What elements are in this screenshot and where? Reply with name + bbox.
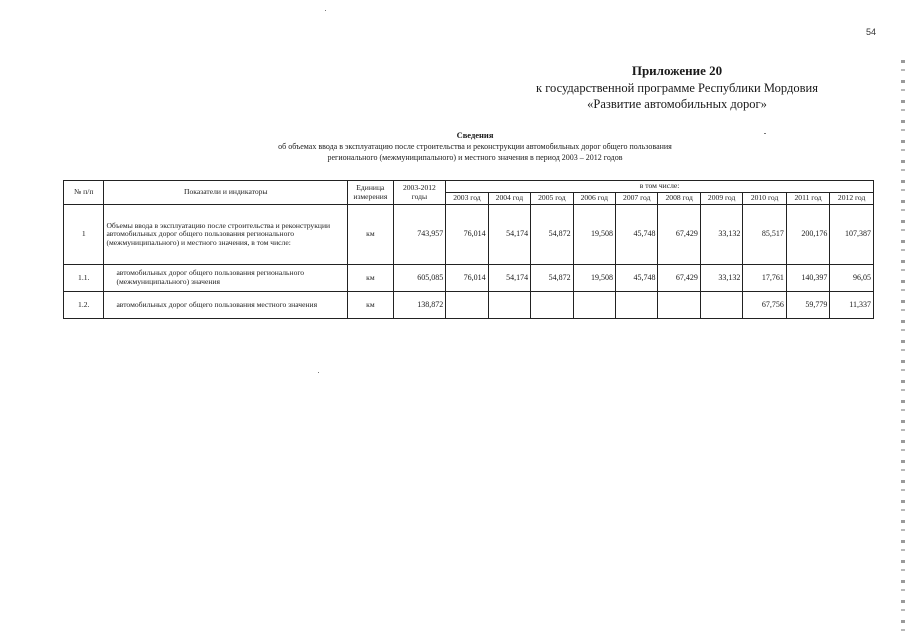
row-unit: км bbox=[348, 265, 394, 292]
row-value: 76,014 bbox=[446, 205, 488, 265]
header-year: 2012 год bbox=[830, 193, 874, 205]
row-value: 67,756 bbox=[743, 292, 786, 319]
header-year: 2009 год bbox=[700, 193, 742, 205]
row-value: 45,748 bbox=[616, 205, 658, 265]
row-num: 1.1. bbox=[64, 265, 104, 292]
row-value: 33,132 bbox=[700, 265, 742, 292]
row-value bbox=[573, 292, 615, 319]
header-year: 2006 год bbox=[573, 193, 615, 205]
row-total: 605,085 bbox=[393, 265, 446, 292]
appendix-line-1: к государственной программе Республики Мордовия bbox=[536, 81, 818, 95]
table-row bbox=[64, 292, 874, 319]
header-total: 2003-2012 годы bbox=[393, 181, 446, 205]
scan-speck bbox=[764, 133, 766, 134]
header-year: 2008 год bbox=[658, 193, 700, 205]
row-value: 54,174 bbox=[488, 265, 530, 292]
row-value: 19,508 bbox=[573, 205, 615, 265]
header-num: № п/п bbox=[64, 181, 104, 205]
header-year: 2007 год bbox=[616, 193, 658, 205]
header-including: в том числе: bbox=[446, 181, 874, 193]
row-total: 138,872 bbox=[393, 292, 446, 319]
header-year: 2004 год bbox=[488, 193, 530, 205]
row-value: 45,748 bbox=[616, 265, 658, 292]
appendix-title: Приложение 20 bbox=[631, 63, 723, 78]
row-value: 107,387 bbox=[830, 205, 874, 265]
appendix-block bbox=[507, 62, 847, 112]
heading-line-2: регионального (межмуниципального) и местного значения в период 2003 – 2012 годов bbox=[327, 153, 623, 162]
row-value: 96,05 bbox=[830, 265, 874, 292]
row-value: 76,014 bbox=[446, 265, 488, 292]
row-indicator: Объемы ввода в эксплуатацию после строительства и реконструкции автомобильных дорог общего пользования регионального (межмуниципального) и местного значения, в том числе: bbox=[104, 205, 348, 265]
appendix-line-2: «Развитие автомобильных дорог» bbox=[587, 97, 767, 111]
scan-speck bbox=[325, 10, 326, 11]
data-table bbox=[63, 180, 874, 319]
row-value: 67,429 bbox=[658, 205, 700, 265]
heading-title: Сведения bbox=[456, 130, 494, 140]
scan-speck bbox=[318, 372, 319, 373]
row-value: 59,779 bbox=[786, 292, 829, 319]
row-value: 54,174 bbox=[488, 205, 530, 265]
row-value: 54,872 bbox=[531, 205, 573, 265]
header-year: 2011 год bbox=[786, 193, 829, 205]
row-value: 140,397 bbox=[786, 265, 829, 292]
row-num: 1 bbox=[64, 205, 104, 265]
row-value bbox=[616, 292, 658, 319]
row-indicator: автомобильных дорог общего пользования регионального (межмуниципального) значения bbox=[104, 265, 348, 292]
row-value bbox=[658, 292, 700, 319]
table-row bbox=[64, 265, 874, 292]
row-value: 17,761 bbox=[743, 265, 786, 292]
row-value bbox=[531, 292, 573, 319]
row-value bbox=[446, 292, 488, 319]
row-value: 19,508 bbox=[573, 265, 615, 292]
row-value: 200,176 bbox=[786, 205, 829, 265]
row-value: 11,337 bbox=[830, 292, 874, 319]
scan-edge-noise bbox=[901, 60, 905, 640]
row-unit: км bbox=[348, 292, 394, 319]
page-number: 54 bbox=[866, 27, 877, 37]
row-value: 67,429 bbox=[658, 265, 700, 292]
header-unit: Единица измерения bbox=[348, 181, 394, 205]
row-unit: км bbox=[348, 205, 394, 265]
header-indicator: Показатели и индикаторы bbox=[104, 181, 348, 205]
table-row bbox=[64, 205, 874, 265]
row-value: 85,517 bbox=[743, 205, 786, 265]
row-indicator: автомобильных дорог общего пользования местного значения bbox=[104, 292, 348, 319]
row-value bbox=[488, 292, 530, 319]
document-heading bbox=[150, 130, 800, 163]
row-total: 743,957 bbox=[393, 205, 446, 265]
row-value: 54,872 bbox=[531, 265, 573, 292]
row-value bbox=[700, 292, 742, 319]
header-year: 2010 год bbox=[743, 193, 786, 205]
heading-line-1: об объемах ввода в эксплуатацию после строительства и реконструкции автомобильных дорог общего пользования bbox=[278, 142, 672, 151]
header-year: 2005 год bbox=[531, 193, 573, 205]
row-value: 33,132 bbox=[700, 205, 742, 265]
row-num: 1.2. bbox=[64, 292, 104, 319]
header-year: 2003 год bbox=[446, 193, 488, 205]
